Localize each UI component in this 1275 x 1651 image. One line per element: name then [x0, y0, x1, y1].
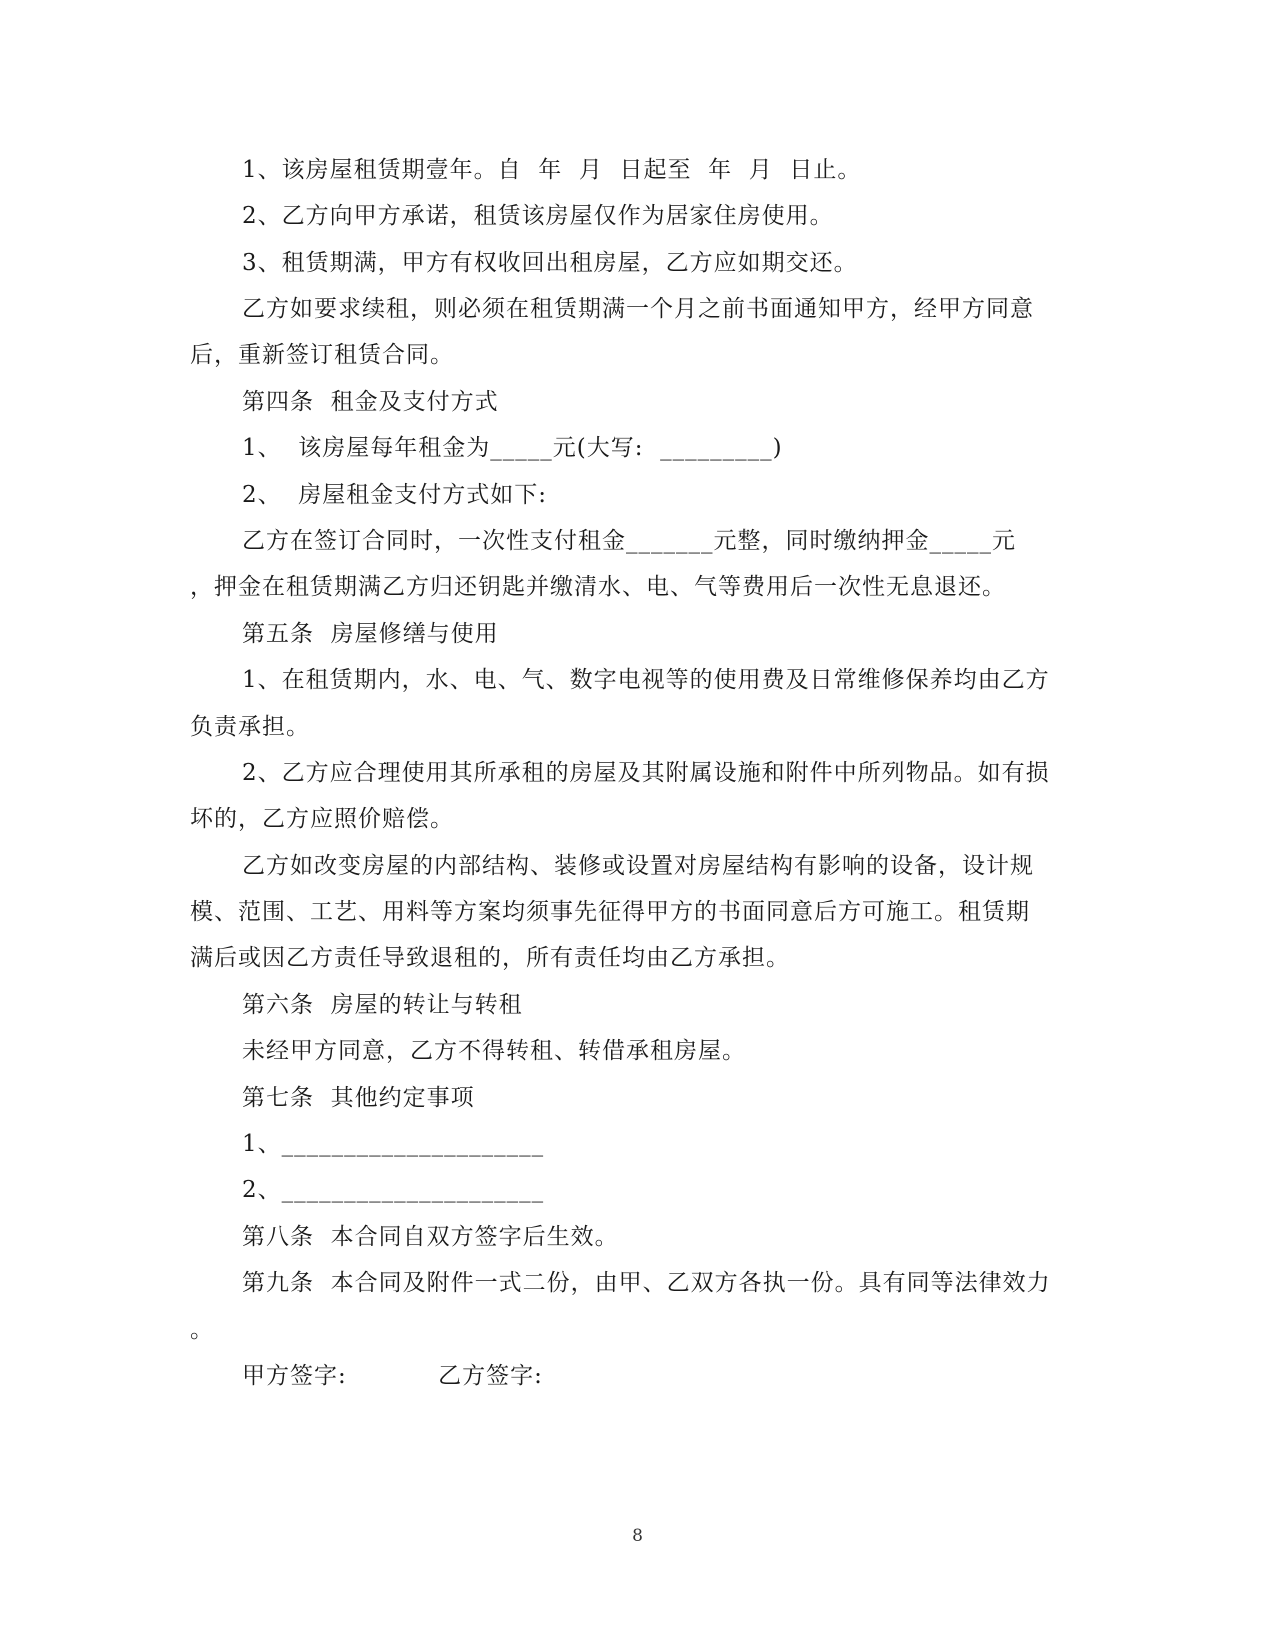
paragraph-line: 未经甲方同意，乙方不得转租、转借承租房屋。 [242, 1038, 746, 1064]
page-number: 8 [632, 1526, 643, 1546]
paragraph-line: 后，重新签订租赁合同。 [190, 342, 454, 368]
article-heading: 第六条 房屋的转让与转租 [242, 992, 523, 1018]
clause-line: 2、乙方向甲方承诺，租赁该房屋仅作为居家住房使用。 [242, 203, 834, 229]
article-heading: 第四条 租金及支付方式 [242, 389, 499, 415]
article-heading: 第九条 本合同及附件一式二份，由甲、乙双方各执一份。具有同等法律效力 [242, 1270, 1051, 1296]
article-heading: 第五条 房屋修缮与使用 [242, 621, 499, 647]
clause-line: 1、 该房屋每年租金为_____元(大写: _________) [242, 435, 783, 461]
paragraph-line: 模、范围、工艺、用料等方案均须事先征得甲方的书面同意后方可施工。租赁期 [190, 899, 1030, 925]
blank-clause-line: 1、_____________________ [242, 1131, 545, 1157]
paragraph-line: 。 [190, 1317, 214, 1343]
clause-line: 坏的，乙方应照价赔偿。 [190, 806, 454, 832]
paragraph-line: 乙方如要求续租，则必须在租赁期满一个月之前书面通知甲方，经甲方同意 [242, 296, 1034, 322]
paragraph-line: 乙方如改变房屋的内部结构、装修或设置对房屋结构有影响的设备，设计规 [242, 853, 1034, 879]
clause-line: 负责承担。 [190, 714, 310, 740]
clause-line: 1、在租赁期内，水、电、气、数字电视等的使用费及日常维修保养均由乙方 [242, 667, 1050, 693]
clause-line: 1、该房屋租赁期壹年。自 年 月 日起至 年 月 日止。 [242, 157, 862, 183]
signature-line: 甲方签字: 乙方签字: [242, 1363, 543, 1389]
paragraph-line: ，押金在租赁期满乙方归还钥匙并缴清水、电、气等费用后一次性无息退还。 [190, 574, 1006, 600]
blank-clause-line: 2、_____________________ [242, 1177, 545, 1203]
paragraph-line: 满后或因乙方责任导致退租的，所有责任均由乙方承担。 [190, 945, 790, 971]
clause-line: 2、 房屋租金支付方式如下: [242, 482, 548, 508]
clause-line: 3、租赁期满，甲方有权收回出租房屋，乙方应如期交还。 [242, 250, 858, 276]
article-heading: 第八条 本合同自双方签字后生效。 [242, 1224, 619, 1250]
paragraph-line: 乙方在签订合同时，一次性支付租金_______元整，同时缴纳押金_____元 [242, 528, 1016, 554]
article-heading: 第七条 其他约定事项 [242, 1085, 475, 1111]
clause-line: 2、乙方应合理使用其所承租的房屋及其附属设施和附件中所列物品。如有损 [242, 760, 1050, 786]
